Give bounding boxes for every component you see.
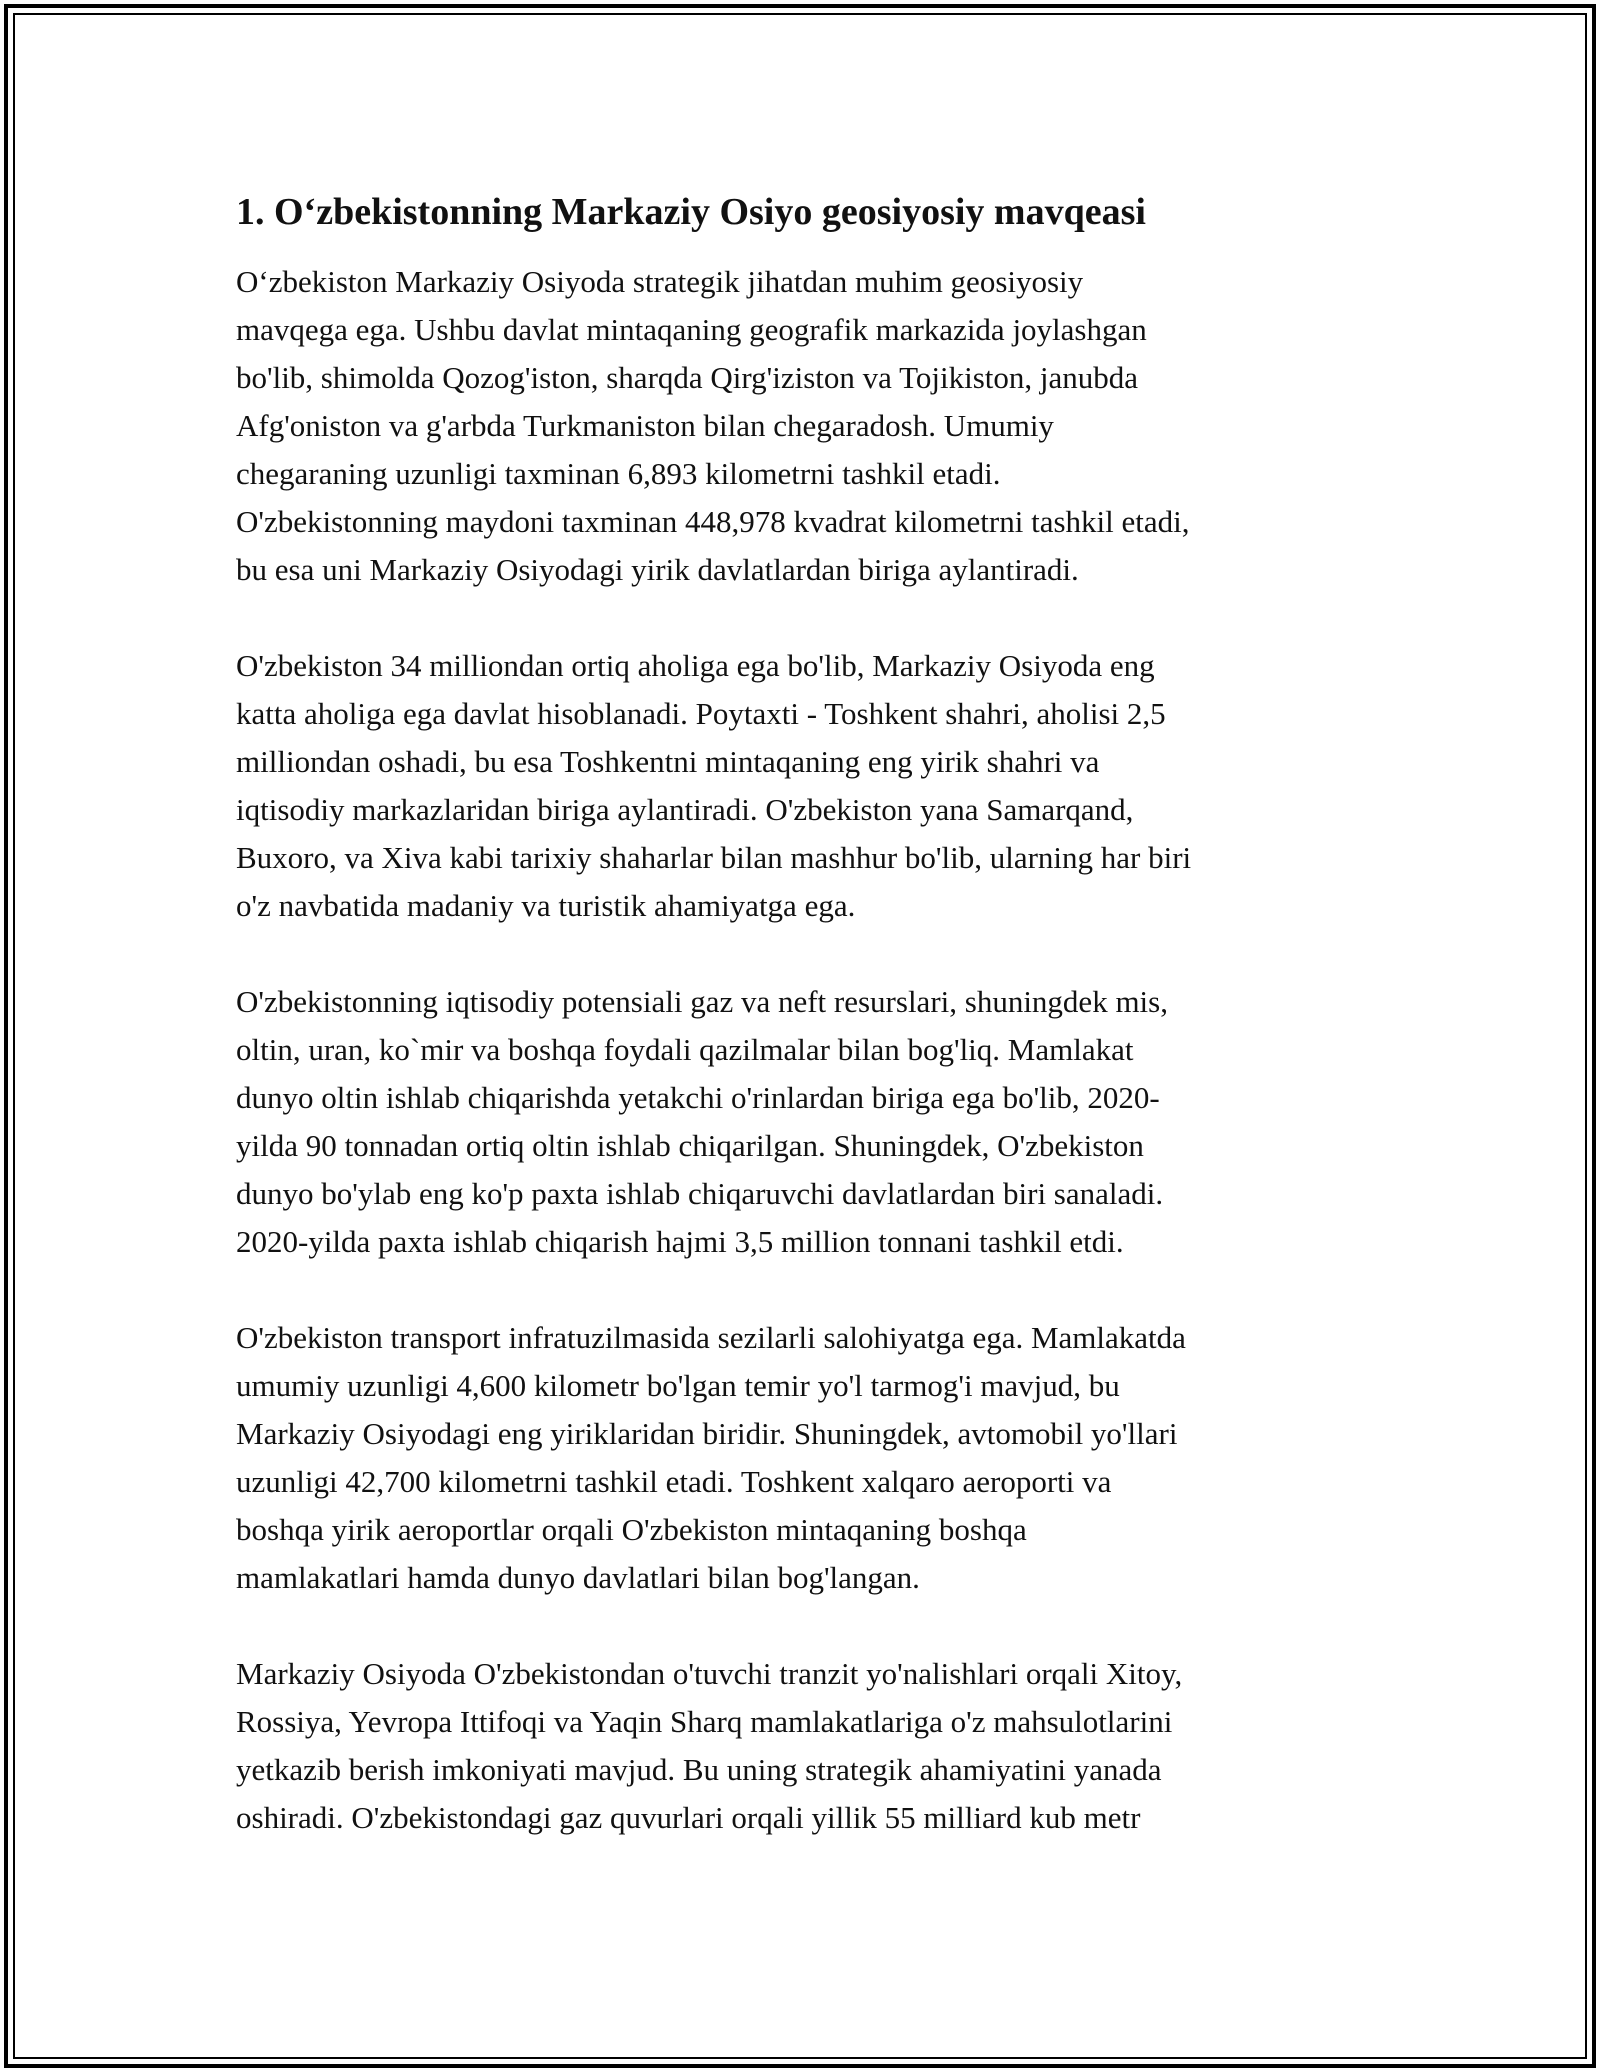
document-body xyxy=(236,188,1376,1890)
paragraph-geography: O‘zbekiston Markaziy Osiyoda strategik jihatdan muhim geosiyosiy mavqega ega. Ushbu davlat mintaqaning geografik markazida joylashgan bo'lib, shimolda Qozog'iston, sharqda Qirg'iziston va Tojikiston, janubda Afg'oniston va g'arbda Turkmaniston bilan chegaradosh. Umumiy chegaraning uzunligi taxminan 6,893 kilometrni tashkil etadi. O'zbekistonning maydoni taxminan 448,978 kvadrat kilometrni tashkil etadi, bu esa uni Markaziy Osiyodagi yirik davlatlardan biriga aylantiradi. xyxy=(236,264,1190,587)
paragraph-population: O'zbekiston 34 milliondan ortiq aholiga ega bo'lib, Markaziy Osiyoda eng katta aholiga ega davlat hisoblanadi. Poytaxti - Toshkent shahri, aholisi 2,5 milliondan oshadi, bu esa Toshkentni mintaqaning eng yirik shahri va iqtisodiy markazlaridan biriga aylantiradi. O'zbekiston yana Samarqand, Buxoro, va Xiva kabi tarixiy shaharlar bilan mashhur bo'lib, ularning har biri o'z navbatida madaniy va turistik ahamiyatga ega. xyxy=(236,648,1192,923)
section-heading: 1. O‘zbekistonning Markaziy Osiyo geosiyosiy mavqeasi xyxy=(236,191,1146,233)
paragraph-transit: Markaziy Osiyoda O'zbekistondan o'tuvchi tranzit yo'nalishlari orqali Xitoy, Rossiya, Yevropa Ittifoqi va Yaqin Sharq mamlakatlariga o'z mahsulotlarini yetkazib berish imkoniyati mavjud. Bu uning strategik ahamiyatini yanada oshiradi. O'zbekistondagi gaz quvurlari orqali yillik 55 milliard kub metr xyxy=(236,1656,1183,1835)
paragraph-transport: O'zbekiston transport infratuzilmasida sezilarli salohiyatga ega. Mamlakatda umumiy uzunligi 4,600 kilometr bo'lgan temir yo'l tarmog'i mavjud, bu Markaziy Osiyodagi eng yiriklaridan biridir. Shuningdek, avtomobil yo'llari uzunligi 42,700 kilometrni tashkil etadi. Toshkent xalqaro aeroporti va boshqa yirik aeroportlar orqali O'zbekiston mintaqaning boshqa mamlakatlari hamda dunyo davlatlari bilan bog'langan. xyxy=(236,1320,1186,1595)
paragraph-economy: O'zbekistonning iqtisodiy potensiali gaz va neft resurslari, shuningdek mis, oltin, uran, ko`mir va boshqa foydali qazilmalar bilan bog'liq. Mamlakat dunyo oltin ishlab chiqarishda yetakchi o'rinlardan biriga ega bo'lib, 2020- yilda 90 tonnadan ortiq oltin ishlab chiqarilgan. Shuningdek, O'zbekiston dunyo bo'ylab eng ko'p paxta ishlab chiqaruvchi davlatlardan biri sanaladi. 2020-yilda paxta ishlab chiqarish hajmi 3,5 million tonnani tashkil etdi. xyxy=(236,984,1168,1259)
